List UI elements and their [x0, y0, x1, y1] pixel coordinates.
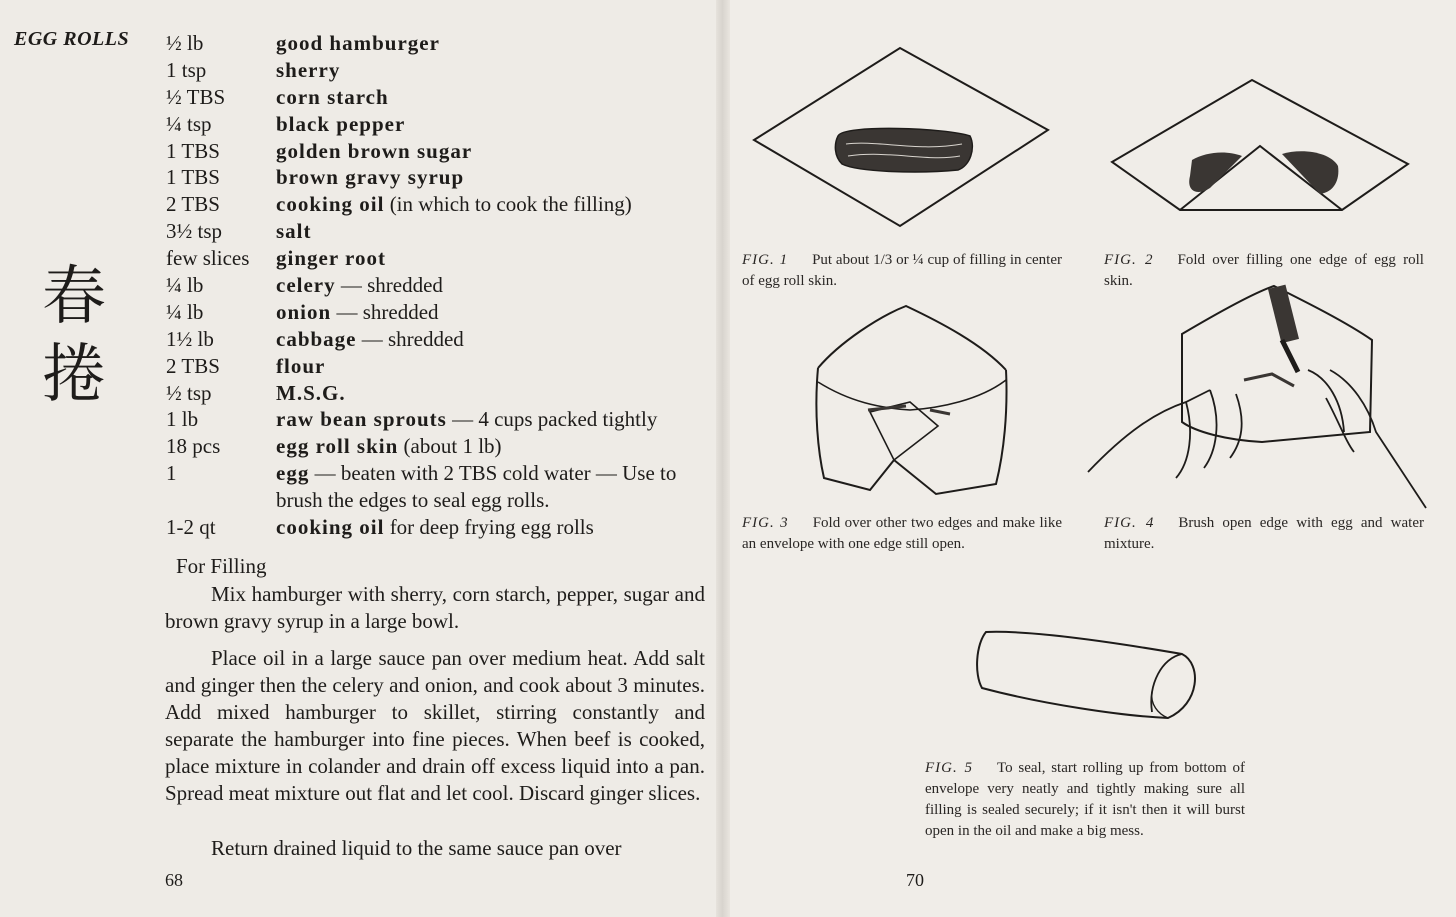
ingredient-note: — shredded [335, 273, 443, 298]
filling-heading: For Filling [176, 554, 267, 578]
ingredient-name: egg roll skin [276, 434, 399, 459]
fig-caption-text: Brush open edge with egg and water mixture. [1104, 515, 1424, 552]
fig-label: FIG. 2 [1104, 252, 1154, 268]
ingredient-row [166, 245, 726, 272]
fig3-caption [742, 513, 1062, 555]
ingredient-text [276, 30, 726, 57]
ingredient-list [166, 30, 726, 541]
ingredient-text [276, 57, 726, 84]
ingredient-amount: 1 tsp [166, 57, 207, 82]
ingredient-text [276, 433, 726, 460]
ingredient-amount: ½ TBS [166, 84, 226, 109]
ingredient-name: celery [276, 273, 336, 298]
ingredient-row [166, 353, 726, 380]
ingredient-text [276, 164, 726, 191]
ingredient-name: M.S.G. [276, 380, 346, 405]
ingredient-note: (in which to cook the filling) [384, 192, 632, 217]
ingredient-text [276, 380, 726, 407]
ingredient-name: onion [276, 299, 332, 324]
ingredient-note: — beaten with 2 TBS cold water — Use to brush the edges to seal egg rolls. [276, 461, 677, 513]
ingredient-amount: ¼ lb [166, 299, 204, 324]
ingredient-row [166, 406, 726, 433]
ingredient-row [166, 191, 726, 218]
ingredient-amount: 3½ tsp [166, 219, 223, 244]
ingredient-note: for deep frying egg rolls [384, 515, 594, 540]
page-number-left: 68 [165, 870, 183, 890]
ingredient-text [276, 111, 726, 138]
ingredient-row [166, 164, 726, 191]
ingredient-row [166, 218, 726, 245]
ingredient-amount: ½ lb [166, 31, 204, 55]
fig-caption-text: Put about 1/3 or ¼ cup of filling in center of egg roll skin. [742, 252, 1062, 289]
ingredient-amount: 1-2 qt [166, 515, 216, 540]
ingredient-name: corn starch [276, 84, 389, 109]
ingredient-note: (about 1 lb) [398, 434, 502, 459]
fig-label: FIG. 1 [742, 252, 789, 268]
ingredient-text [276, 514, 726, 541]
fig2-caption [1104, 250, 1424, 292]
ingredient-amount: 1 lb [166, 407, 199, 432]
ingredient-amount: 2 TBS [166, 353, 220, 378]
ingredient-amount: 1½ lb [166, 326, 214, 351]
ingredient-row [166, 272, 726, 299]
page-number-right: 70 [906, 870, 924, 890]
recipe-title: EGG ROLLS [14, 28, 130, 50]
ingredient-row [166, 460, 726, 514]
fig4-illustration [1086, 282, 1436, 512]
fig5-caption [925, 758, 1245, 842]
ingredient-row [166, 433, 726, 460]
fig1-caption [742, 250, 1062, 292]
ingredient-text [276, 84, 726, 111]
ingredient-name: flour [276, 353, 326, 378]
ingredient-amount: 18 pcs [166, 434, 221, 459]
ingredient-note: — 4 cups packed tightly [446, 407, 658, 432]
ingredient-note: — shredded [356, 326, 464, 351]
fig-label: FIG. 4 [1104, 515, 1155, 531]
fig-label: FIG. 3 [742, 515, 789, 531]
ingredient-row [166, 299, 726, 326]
fig4-caption [1104, 513, 1424, 555]
ingredient-text [276, 272, 726, 299]
ingredient-amount: 1 [166, 461, 177, 486]
ingredient-amount: 1 TBS [166, 138, 220, 163]
ingredient-name: golden brown sugar [276, 138, 473, 163]
ingredient-row [166, 30, 726, 57]
ingredient-row [166, 111, 726, 138]
chinese-char: 春 [42, 260, 106, 334]
ingredient-row [166, 138, 726, 165]
instruction-paragraph: Return drained liquid to the same sauce pan over [211, 836, 622, 860]
ingredient-row [166, 57, 726, 84]
ingredient-text [276, 460, 726, 514]
ingredient-name: ginger root [276, 246, 386, 271]
ingredient-name: raw bean sprouts [276, 407, 447, 432]
ingredient-text [276, 299, 726, 326]
ingredient-amount: ¼ lb [166, 273, 204, 298]
fig-label: FIG. 5 [925, 760, 973, 776]
ingredient-text [276, 245, 726, 272]
fig-caption-text: Fold over filling one edge of egg roll skin. [1104, 252, 1424, 289]
ingredient-row [166, 84, 726, 111]
ingredient-name: cabbage [276, 326, 357, 351]
ingredient-name: egg [276, 461, 310, 486]
fig2-illustration [1106, 76, 1414, 216]
ingredient-text [276, 406, 726, 433]
fig3-illustration [810, 302, 1012, 498]
ingredient-name: cooking oil [276, 192, 385, 217]
chinese-char: 捲 [42, 338, 106, 412]
ingredient-name: brown gravy syrup [276, 165, 465, 190]
ingredient-amount: few slices [166, 246, 250, 271]
fig5-illustration [972, 624, 1204, 724]
chinese-title [34, 258, 114, 414]
ingredient-name: cooking oil [276, 515, 385, 540]
ingredient-row [166, 326, 726, 353]
ingredient-row [166, 514, 726, 541]
ingredient-amount: 1 TBS [166, 165, 220, 190]
ingredient-row [166, 380, 726, 407]
fig-caption-text: Fold over other two edges and make like an envelope with one edge still open. [742, 515, 1062, 552]
ingredient-name: good hamburger [276, 31, 440, 55]
fig-caption-text: To seal, start rolling up from bottom of envelope very neatly and tightly making sure all filling is sealed securely; if it isn't then it will burst open in the oil and make a big mess. [925, 760, 1245, 839]
ingredient-amount: ½ tsp [166, 380, 212, 405]
ingredient-text [276, 218, 726, 245]
ingredient-text [276, 353, 726, 380]
ingredient-name: salt [276, 219, 312, 244]
ingredient-amount: ¼ tsp [166, 111, 212, 136]
instruction-paragraph: Mix hamburger with sherry, corn starch, pepper, sugar and brown gravy syrup in a large bowl. [165, 582, 705, 633]
instruction-paragraph: Place oil in a large sauce pan over medium heat. Add salt and ginger then the celery and onion, and cook about 3 minutes. Add mixed hamburger to skillet, stirring constantly and separate the hamburger into fine pieces. When beef is cooked, place mixture in colander and drain off excess liquid into a pan. Spread meat mixture out flat and let cool. Discard ginger slices. [165, 646, 705, 805]
ingredient-name: sherry [276, 57, 341, 82]
ingredient-text [276, 191, 726, 218]
fig1-illustration [748, 44, 1054, 230]
ingredient-text [276, 326, 726, 353]
ingredient-amount: 2 TBS [166, 192, 220, 217]
ingredient-note: — shredded [331, 299, 439, 324]
ingredient-name: black pepper [276, 111, 406, 136]
ingredient-text [276, 138, 726, 165]
